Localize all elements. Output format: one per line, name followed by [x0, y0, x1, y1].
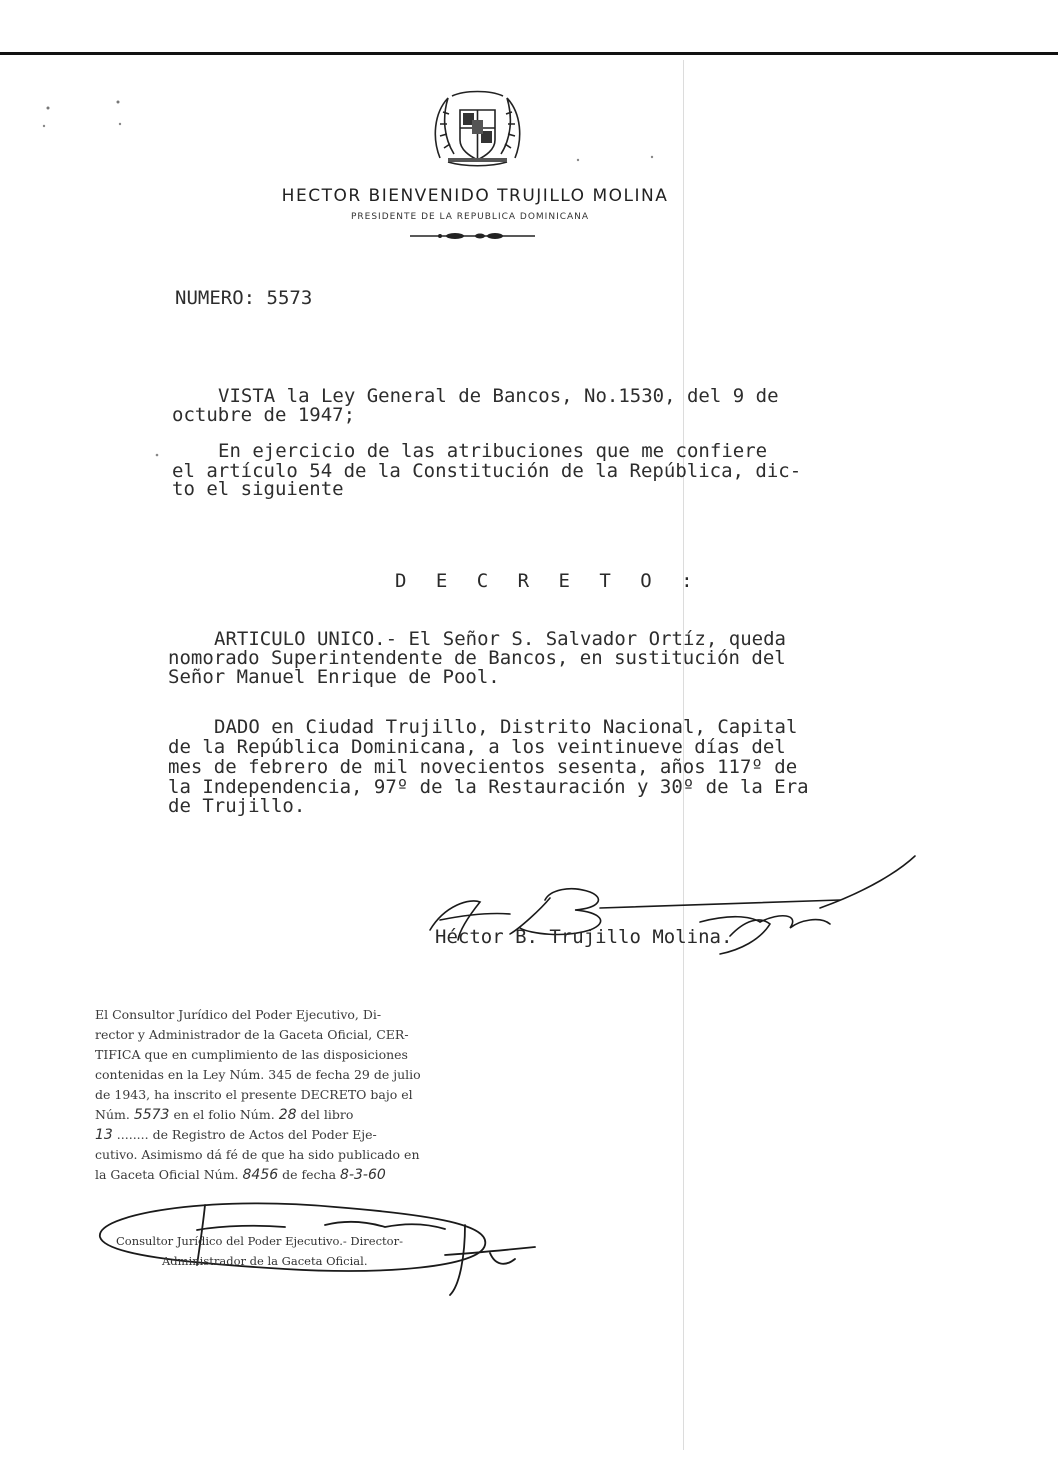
letterhead-name: HECTOR BIENVENIDO TRUJILLO MOLINA — [281, 186, 669, 206]
certification-line — [95, 1165, 465, 1185]
cert-label: Núm. — [95, 1107, 130, 1122]
cert-label: de fecha — [282, 1167, 337, 1182]
gazette-date: 8-3-60 — [340, 1167, 386, 1183]
folio-number: 28 — [278, 1107, 297, 1123]
cert-label: la Gaceta Oficial Núm. — [95, 1167, 239, 1182]
certification-line — [95, 1105, 465, 1125]
cert-label: de Registro de Actos del Poder Eje- — [152, 1127, 377, 1142]
preamble-line: el artículo 54 de la Constitución de la República, dic- — [172, 460, 802, 482]
coat-of-arms-seal — [430, 88, 525, 168]
given-line: de Trujillo. — [168, 795, 306, 817]
letterhead-ornament — [410, 230, 540, 242]
given-line: de la República Dominicana, a los veintinueve días del — [168, 736, 786, 758]
certification-block — [95, 1005, 465, 1185]
certification-line: contenidas en la Ley Núm. 345 de fecha 29 de julio — [95, 1067, 421, 1082]
article-line: Señor Manuel Enrique de Pool. — [168, 666, 500, 688]
given-line: mes de febrero de mil novecientos sesenta, años 117º de — [168, 756, 798, 778]
article-line: ARTICULO UNICO.- El Señor S. Salvador Ortíz, queda — [214, 628, 786, 650]
article-line: nomorado Superintendente de Bancos, en sustitución del — [168, 647, 786, 669]
given-line: la Independencia, 97º de la Restauración y 30º de la Era — [168, 776, 809, 798]
decree-number: NUMERO: 5573 — [175, 287, 313, 309]
certifier-title-line2: Administrador de la Gaceta Oficial. — [162, 1254, 368, 1268]
cert-label: en el folio Núm. — [173, 1107, 275, 1122]
book-number: 13 — [95, 1127, 113, 1143]
gazette-number: 8456 — [242, 1167, 279, 1183]
given-line: DADO en Ciudad Trujillo, Distrito Nacional, Capital — [214, 716, 798, 738]
decree-heading: D E C R E T O : — [395, 570, 702, 592]
registry-number: 5573 — [133, 1107, 170, 1123]
certification-line: El Consultor Jurídico del Poder Ejecutivo, Di- — [95, 1007, 382, 1022]
certification-line: cutivo. Asimismo dá fé de que ha sido publicado en — [95, 1147, 420, 1162]
certification-line: rector y Administrador de la Gaceta Oficial, CER- — [95, 1027, 409, 1042]
certifier-title-line1: Consultor Jurídico del Poder Ejecutivo.- Director- — [116, 1234, 403, 1248]
certification-line: de 1943, ha inscrito el presente DECRETO bajo el — [95, 1087, 413, 1102]
letterhead-title: PRESIDENTE DE LA REPUBLICA DOMINICANA — [350, 212, 590, 222]
handwritten-signature — [400, 850, 920, 980]
preamble-line: En ejercicio de las atribuciones que me confiere — [218, 440, 768, 462]
certification-line: 13 ........ de Registro de Actos del Poder Eje- — [95, 1127, 377, 1143]
preamble-line: VISTA la Ley General de Bancos, No.1530, del 9 de — [218, 385, 779, 407]
certification-line: TIFICA que en cumplimiento de las disposiciones — [95, 1047, 408, 1062]
preamble-line: octubre de 1947; — [172, 404, 356, 426]
cert-label: del libro — [300, 1107, 354, 1122]
signatory-name: Héctor B. Trujillo Molina. — [435, 926, 733, 948]
preamble-line: to el siguiente — [172, 478, 344, 500]
